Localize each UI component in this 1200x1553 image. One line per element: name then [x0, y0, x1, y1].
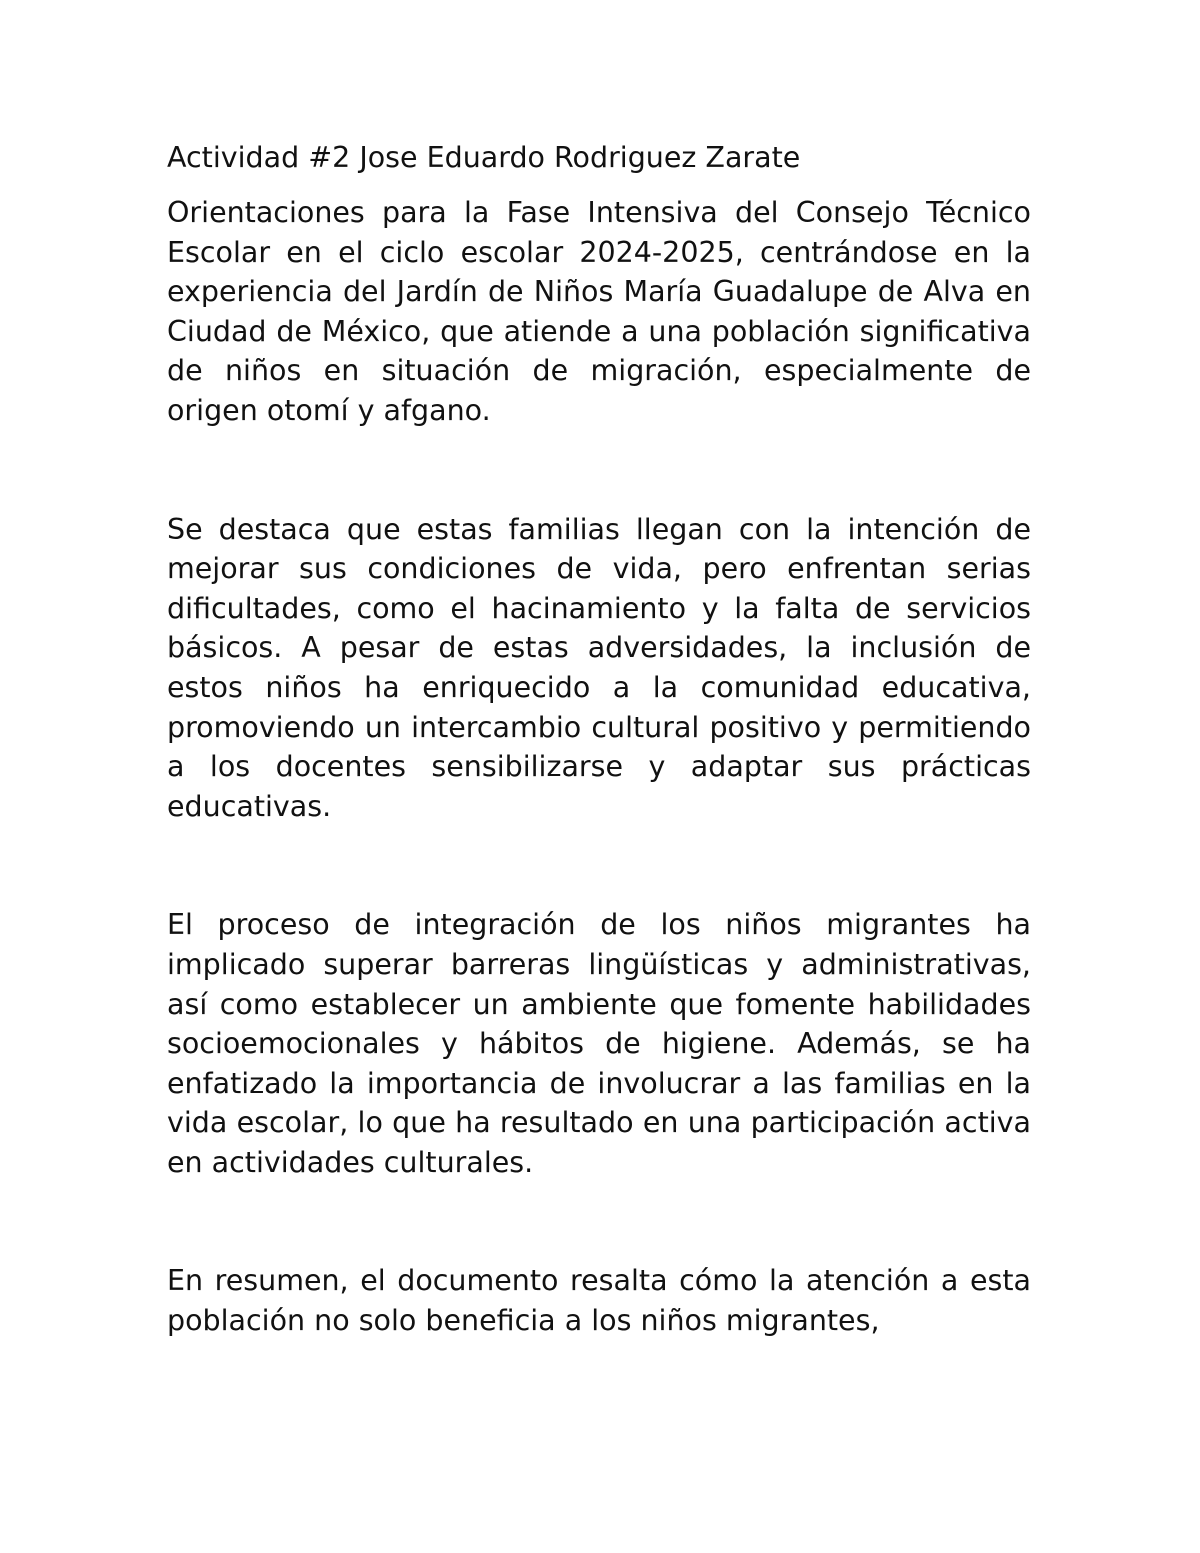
paragraph-spacer [167, 1182, 1031, 1261]
paragraph-familias: Se destaca que estas familias llegan con la intención de mejorar sus condiciones de vida, pero enfrentan serias dificultades, como el hacinamiento y la falta de servicios básicos. A pesar de estas adversidades, la inclusión de estos niños ha enriquecido a la comunidad educativa, promoviendo un intercambio cultural positivo y permitiendo a los docentes sensibilizarse y adaptar sus prácticas educativas. [167, 512, 1031, 823]
document-body [167, 137, 1031, 1341]
document-title: Actividad #2 Jose Eduardo Rodriguez Zarate [167, 141, 801, 174]
paragraph-spacer [167, 431, 1031, 510]
paragraph-resumen: En resumen, el documento resalta cómo la atención a esta población no solo beneficia a los niños migrantes, [167, 1264, 1031, 1338]
paragraph-spacer [167, 826, 1031, 905]
paragraph-integracion: El proceso de integración de los niños migrantes ha implicado superar barreras lingüísticas y administrativas, así como establecer un ambiente que fomente habilidades socioemocionales y hábitos de higiene. Además, se ha enfatizado la importancia de involucrar a las familias en la vida escolar, lo que ha resultado en una participación activa en actividades culturales. [167, 908, 1031, 1179]
paragraph-orientaciones: Orientaciones para la Fase Intensiva del Consejo Técnico Escolar en el ciclo escolar 2024-2025, centrándose en la experiencia del Jardín de Niños María Guadalupe de Alva en Ciudad de México, que atiende a una población significativa de niños en situación de migración, especialmente de origen otomí y afgano. [167, 196, 1031, 427]
